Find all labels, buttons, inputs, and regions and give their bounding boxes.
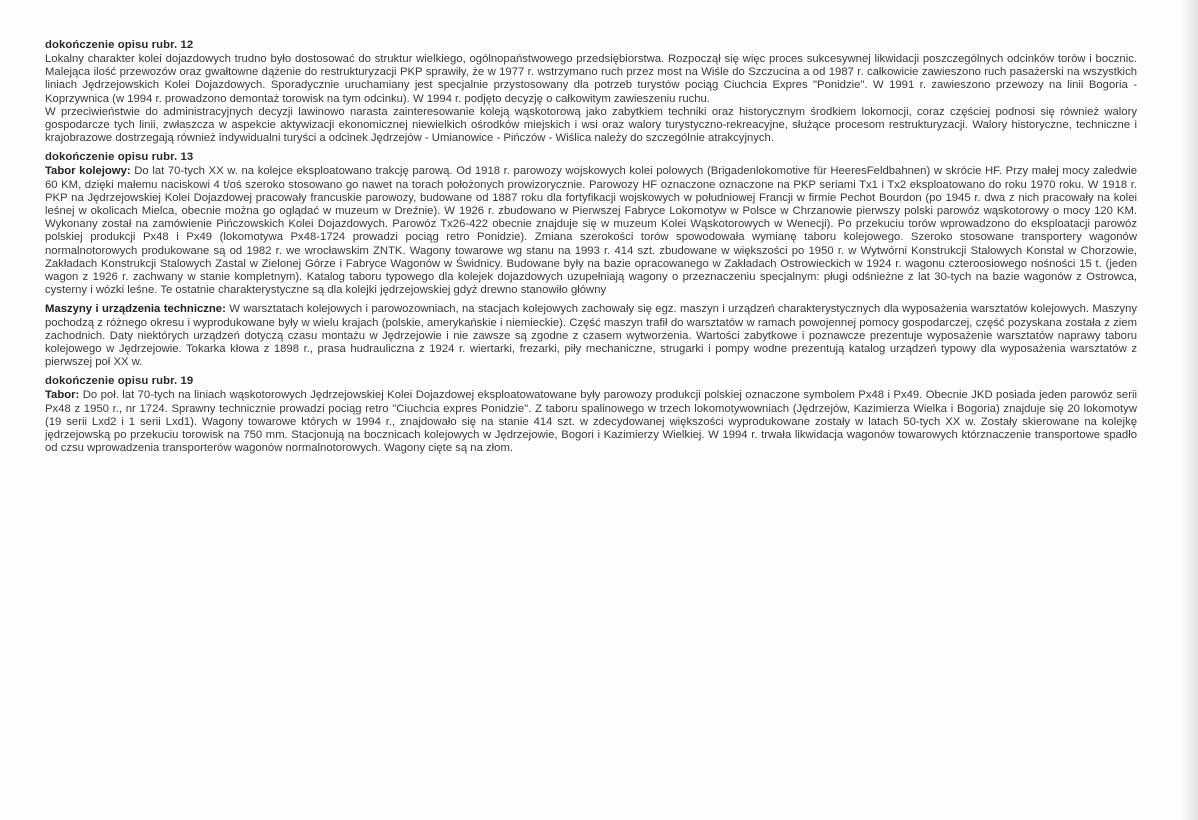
- paragraph-text: W przeciwieństwie do administracyjnych decyzji lawinowo narasta zainteresowanie koleją wąskotorową jako zabytkiem techniki oraz historycznym środkiem lokomocji, coraz częściej podnosi się również walory gospodarcze tych linii, zwłaszcza w aspekcie aktywizacji ekonomicznej niewielkich ośrodków miejskich i wsi oraz walory turystyczno-rekreacyjne, służące procesom restrukturyzacji. Walory historyczne, techniczne i krajobrazowe dostrzegają również indywidualni turyści a odcinek Jędrzejów - Umianowice - Pińczów - Wiślica należy do szczególnie atrakcyjnych.: [45, 105, 1137, 145]
- paragraph: [45, 53, 1137, 106]
- section-rubr-12: [45, 38, 1137, 145]
- section-heading: dokończenie opisu rubr. 19: [45, 375, 194, 388]
- paragraph-lead: Tabor:: [45, 389, 80, 402]
- document-body: [45, 38, 1137, 455]
- section-heading: dokończenie opisu rubr. 12: [45, 39, 194, 51]
- section-heading: dokończenie opisu rubr. 13: [45, 151, 194, 164]
- paragraph: [45, 165, 1137, 297]
- paragraph-lead: Maszyny i urządzenia techniczne:: [45, 303, 226, 316]
- paragraph-text: Do poł. lat 70-tych na liniach wąskotorowych Jędrzejowskiej Kolei Dojazdowej eksploatowatowane były parowozy produkcji polskiej oznaczone symbolem Px48 i Px49. Obecnie JKD posiada jeden parowóz serii Px48 z 1950 r., nr 1724. Sprawny technicznie prowadzi pociąg retro "Ciuchcia expres Ponidzie". Z taboru spalinowego w trzech lokomotywowniach (Jędrzejów, Kazimierza Wielka i Bogoria) znajduje się 20 lokomotyw (19 serii Lxd2 i 1 serii Lxd1). Wagony towarowe których w 1994 r., znajdowało się na stanie 414 szt. w zdecydowanej większości wyprodukowane zostały w latach 50-tych XX w. Zostały skierowane na kolejkę jędrzejowską po przekuciu torowisk na 750 mm. Stacjonują na bocznicach kolejowych w Jędrzejowie, Bogori i Kazimierzy Wielkiej. W 1994 r. trwała likwidacja wagonów towarowych którznaczenie transportowe spadło od czsu wprowadzenia transporterów wagonów normalnotorowych. Wagony cięte są na złom.: [45, 389, 1137, 455]
- paragraph: [45, 106, 1137, 146]
- section-rubr-13: [45, 150, 1137, 369]
- paragraph-lead: Tabor kolejowy:: [45, 165, 131, 178]
- paragraph-text: W warsztatach kolejowych i parowozowniach, na stacjach kolejowych zachowały się egz. maszyn i urządzeń charakterystycznych dla wyposażenia warsztatów kolejowych. Maszyny pochodzą z różnego okresu i wyprodukowane były w wielu krajach (polskie, amerykańskie i niemieckie). Część maszyn trafił do warsztatów w ramach powojennej pomocy gospodarczej, część pozyskana została z ziem zachodnich. Daty niektórych urządzeń dotyczą czasu montażu w Jędrzejowie i nie zawsze są zgodne z czasem wytworzenia. Wartości zabytkowe i poznawcze prezentuje wyposażenie warsztatów naprawy taboru kolejowego w Jędrzejowie. Tokarka kłowa z 1898 r., prasa hudrauliczna z 1924 r. wiertarki, frezarki, piły mechaniczne, strugarki i pompy wodne prezentują katalog urządzeń typowy dla wyposażenia warsztatów z pierwszej poł XX w.: [45, 303, 1138, 369]
- paragraph-text: Lokalny charakter kolei dojazdowych trudno było dostosować do struktur wielkiego, ogólnopaństwowego przedsiębiorstwa. Rozpoczął się więc proces sukcesywnej likwidacji poszczególnych odcinków torów i bocznic. Malejąca ilość przewozów oraz gwałtowne dążenie do restrukturyzacji PKP sprawiły, że w 1977 r. wstrzymano ruch przez most na Wiśle do Szczucina a od 1987 r. całkowicie zawieszono ruch pasażerski na wszystkich liniach Jędrzejowskich Kolei Dojazdowych. Sporadycznie uruchamiany jest specjalnie przystosowany dla potrzeb turystów pociąg Ciuchcia Expres "Ponidzie". W 1991 r. zawieszono przewozy na linii Bogoria - Koprzywnica (w 1994 r. prowadzono demontaż torowisk na tym odcinku). W 1994 r. podjęto decyzję o całkowitym zawieszeniu ruchu.: [45, 53, 1137, 105]
- paragraph: [45, 389, 1137, 455]
- paragraph: [45, 303, 1137, 369]
- page-edge-shadow: [1180, 0, 1198, 820]
- section-rubr-19: [45, 374, 1137, 455]
- paragraph-text: Do lat 70-tych XX w. na kolejce eksploatowano trakcję parową. Od 1918 r. parowozy wojskowych kolei polowych (Brigadenlokomotive für HeeresFeldbahnen) w skrócie HF. Przy małej mocy zaledwie 60 KM, dzięki małemu naciskowi 4 t/oś szeroko stosowano go nawet na torach położonych prowizorycznie. Parowozy HF oznaczone oznaczone na PKP seriami Tx1 i Tx2 eksploatowano do roku 1970 roku. W 1918 r. PKP na Jędrzejowskiej Kolei Dojazdowej pracowały francuskie parowozy, budowane od 1887 roku dla fortyfikacji wojskowych w południowej Francji w firmie Pechot Bourdon (po 1945 r. dwa z nich pracowały na kolei leśnej w okolicach Mielca, obecnie można go oglądać w muzeum w Dreźnie). W 1926 r. zbudowano w Pierwszej Fabryce Lokomotyw w Polsce w Chrzanowie pierwszy polski parowóz wąskotorowy o mocy 120 KM. Wykonany został na zamówienie Pińczowskich Kolei Dojazdowych. Parowóz Tx26-422 obecnie znajduje się w muzeum Kolei Wąskotorowych w Wenecji). Po przekuciu torów wprowadzono do eksploatacji parowóz polskiej produkcji Px48 i Px49 (lokomotywa Px48-1724 prowadzi pociąg retro Ponidzie). Zmiana szerokości torów spowodowała wymianę taboru kolejowego. Szeroko stosowane transportery wagonów normalnotorowych produkowane są od 1982 r. we wrocławskim ZNTK. Wagony towarowe wg stanu na 1993 r. 414 szt. zbudowane w większości po 1950 r. w Wytwórni Konstrukcji Stalowych Konstal w Chorzowie, Zakładach Konstrukcji Stalowych Zastal w Zielonej Górze i Fabryce Wagonów w Świdnicy. Budowane były na bazie opracowanego w Zakładach Ostrowieckich w 1924 r. wagonu czteroosiowego nośności 15 t. (jeden wagon z 1926 r. zachwany w stanie kompletnym). Katalog taboru typowego dla kolejek dojazdowych uzupełniają wagony o przeznaczeniu specjalnym: pługi odśnieżne z lat 30-tych na bazie wagonów z Ostrowca, cysterny i wózki leśne. Te ostatnie charakterystyczne są dla kolejki jędrzejowskiej gdyż drewno stanowiło główny: [45, 165, 1137, 297]
